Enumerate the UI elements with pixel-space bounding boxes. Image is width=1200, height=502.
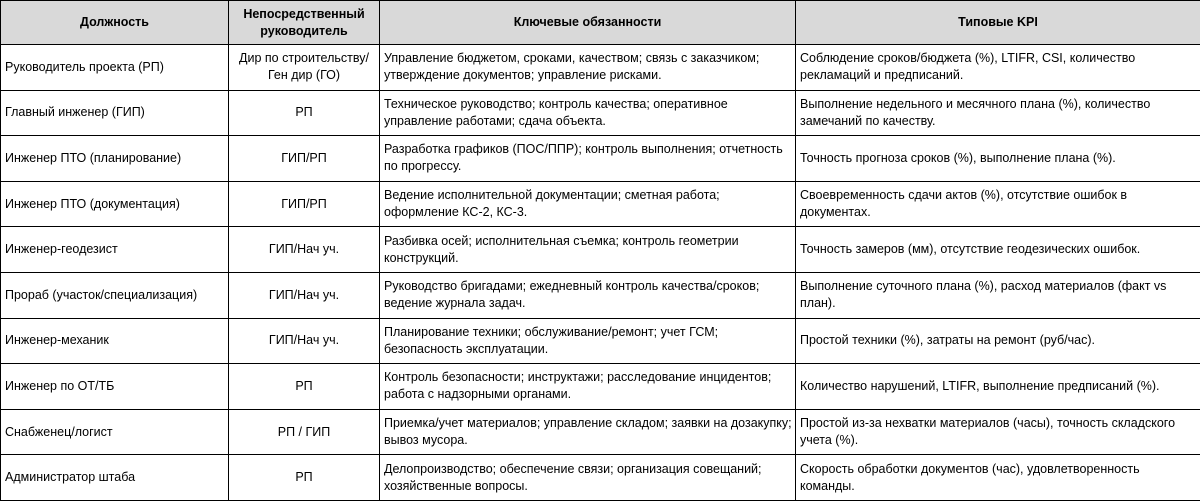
kpi-cell: Соблюдение сроков/бюджета (%), LTIFR, CSI, количество рекламаций и предписаний.: [796, 45, 1200, 91]
duties-cell: Делопроизводство; обеспечение связи; организация совещаний; хозяйственные вопросы.: [380, 455, 796, 501]
table-row: [1, 136, 1200, 182]
kpi-cell: Скорость обработки документов (час), удовлетворенность команды.: [796, 455, 1200, 501]
duties-cell: Управление бюджетом, сроками, качеством; связь с заказчиком; утверждение документов; управление рисками.: [380, 45, 796, 91]
manager-cell: РП: [229, 455, 380, 501]
manager-cell: ГИП/РП: [229, 181, 380, 227]
duties-cell: Техническое руководство; контроль качества; оперативное управление работами; сдача объекта.: [380, 90, 796, 136]
kpi-cell: Простой техники (%), затраты на ремонт (руб/час).: [796, 318, 1200, 364]
kpi-cell: Количество нарушений, LTIFR, выполнение предписаний (%).: [796, 364, 1200, 410]
manager-cell: РП / ГИП: [229, 409, 380, 455]
manager-cell: РП: [229, 90, 380, 136]
manager-cell: ГИП/РП: [229, 136, 380, 182]
manager-cell: ГИП/Нач уч.: [229, 227, 380, 273]
role-cell: Главный инженер (ГИП): [1, 90, 229, 136]
table-row: [1, 181, 1200, 227]
duties-cell: Планирование техники; обслуживание/ремонт; учет ГСМ; безопасность эксплуатации.: [380, 318, 796, 364]
kpi-cell: Выполнение недельного и месячного плана (%), количество замечаний по качеству.: [796, 90, 1200, 136]
table-row: [1, 455, 1200, 501]
header-row: [1, 1, 1200, 45]
duties-cell: Ведение исполнительной документации; сметная работа; оформление КС-2, КС-3.: [380, 181, 796, 227]
role-cell: Инженер-механик: [1, 318, 229, 364]
header-manager: Непосредственный руководитель: [229, 1, 380, 45]
role-cell: Инженер ПТО (документация): [1, 181, 229, 227]
header-role: Должность: [1, 1, 229, 45]
duties-cell: Приемка/учет материалов; управление складом; заявки на дозакупку; вывоз мусора.: [380, 409, 796, 455]
manager-cell: РП: [229, 364, 380, 410]
table-row: [1, 227, 1200, 273]
role-cell: Прораб (участок/специализация): [1, 272, 229, 318]
role-cell: Администратор штаба: [1, 455, 229, 501]
duties-cell: Разработка графиков (ПОС/ППР); контроль выполнения; отчетность по прогрессу.: [380, 136, 796, 182]
manager-cell: ГИП/Нач уч.: [229, 318, 380, 364]
duties-cell: Разбивка осей; исполнительная съемка; контроль геометрии конструкций.: [380, 227, 796, 273]
manager-cell: ГИП/Нач уч.: [229, 272, 380, 318]
role-cell: Инженер-геодезист: [1, 227, 229, 273]
duties-cell: Контроль безопасности; инструктажи; расследование инцидентов; работа с надзорными органами.: [380, 364, 796, 410]
kpi-cell: Своевременность сдачи актов (%), отсутствие ошибок в документах.: [796, 181, 1200, 227]
role-cell: Руководитель проекта (РП): [1, 45, 229, 91]
role-cell: Инженер по ОТ/ТБ: [1, 364, 229, 410]
table-row: [1, 318, 1200, 364]
header-duties: Ключевые обязанности: [380, 1, 796, 45]
kpi-cell: Точность прогноза сроков (%), выполнение плана (%).: [796, 136, 1200, 182]
table-row: [1, 272, 1200, 318]
role-cell: Снабженец/логист: [1, 409, 229, 455]
table-row: [1, 409, 1200, 455]
table-row: [1, 90, 1200, 136]
role-cell: Инженер ПТО (планирование): [1, 136, 229, 182]
table-row: [1, 364, 1200, 410]
kpi-cell: Выполнение суточного плана (%), расход материалов (факт vs план).: [796, 272, 1200, 318]
header-kpi: Типовые KPI: [796, 1, 1200, 45]
duties-cell: Руководство бригадами; ежедневный контроль качества/сроков; ведение журнала задач.: [380, 272, 796, 318]
table-row: [1, 45, 1200, 91]
kpi-cell: Точность замеров (мм), отсутствие геодезических ошибок.: [796, 227, 1200, 273]
manager-cell: Дир по строительству/ Ген дир (ГО): [229, 45, 380, 91]
kpi-cell: Простой из-за нехватки материалов (часы), точность складского учета (%).: [796, 409, 1200, 455]
